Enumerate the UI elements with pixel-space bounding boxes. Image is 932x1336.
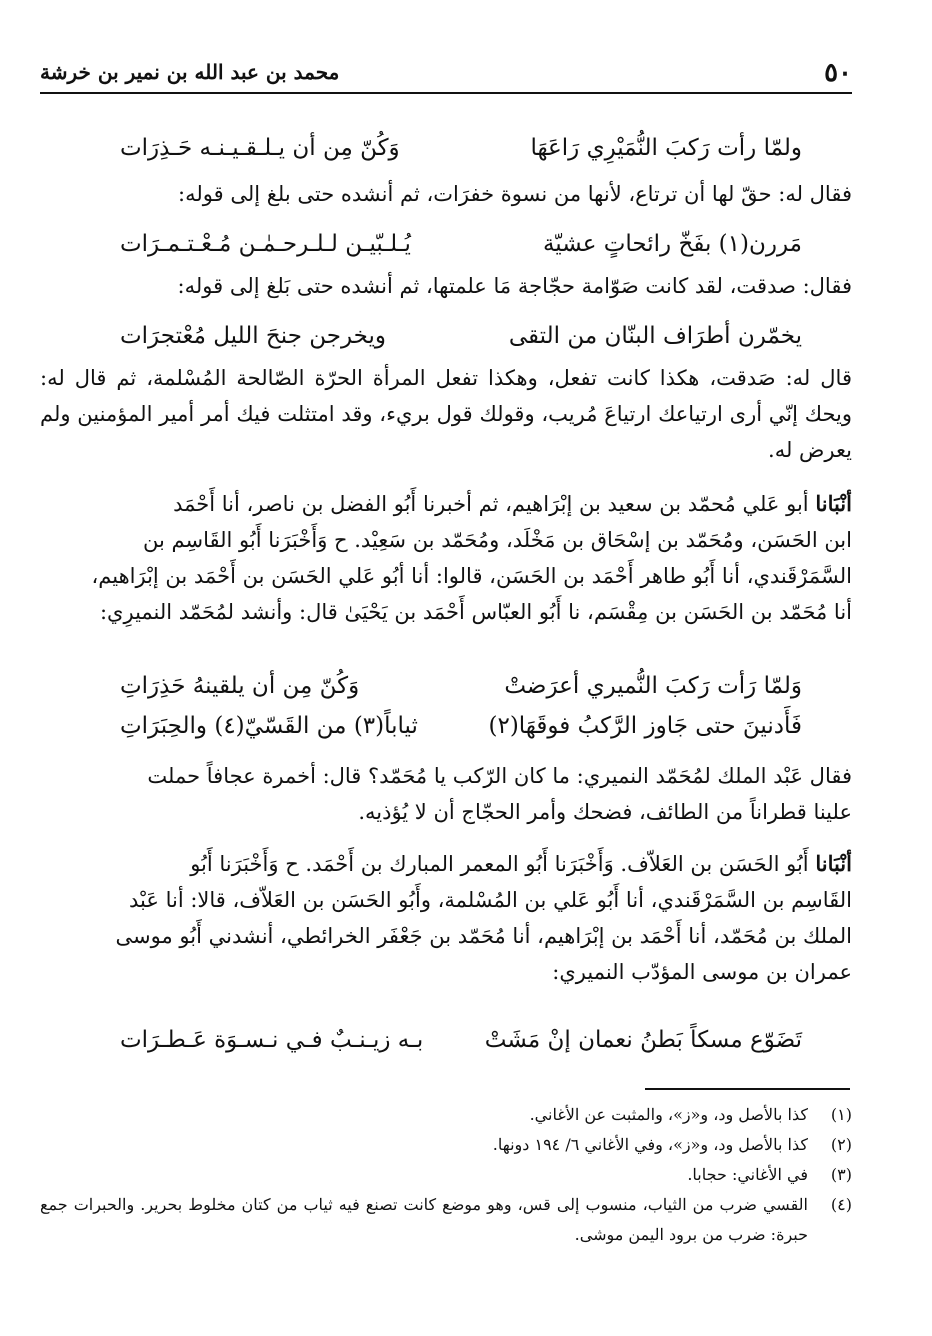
- prose-line: فقال: صدقت، لقد كانت صَوّامة حجّاجة مَا علمتها، ثم أنشده حتى بَلغ إلى قوله:: [177, 274, 852, 298]
- verse-second-hemistich: يُـلـبّيـن لـلـرحـمٰـن مُـعْـتـمـرَات: [120, 231, 411, 257]
- footnote-text: كذا بالأصل ود، و«ز»، والمثبت عن الأغاني.: [529, 1105, 808, 1124]
- prose-text: أبو عَلي مُحمّد بن سعيد بن إبْرَاهيم، ثم أخبرنا أَبُو الفضل بن ناصر، أنا أَحْمَد: [173, 492, 809, 516]
- footnote-separator: [645, 1088, 850, 1090]
- prose-line: القَاسِم بن السَّمَرْقَندي، أنا أَبُو عَلي بن المُسْلمة، وأَبُو الحَسَن بن العَلاّف، قالا: أنا عَبْد: [129, 888, 852, 912]
- prose-line: [40, 846, 852, 882]
- prose-line: فقال عَبْد الملك لمُحَمّد النميري: ما كان الرّكب يا مُحَمّد؟ قال: أخمرة عجافاً حملت: [147, 764, 852, 788]
- prose-line: أنا مُحَمّد بن الحَسَن بن مِقْسَم، نا أَبُو العبّاس أَحْمَد بن يَحْيَىٰ قال: وأنشد لمُحَمّد النميرِي:: [99, 600, 852, 624]
- footnote: [40, 1190, 852, 1250]
- footnote-text: القسي ضرب من الثياب، منسوب إلى قس، وهو موضع كانت تصنع فيه ثياب من كتان مخلوط بحرير. والحبرات جمع حبرة: ضرب من برود اليمن موشى.: [40, 1195, 808, 1244]
- verse-line: [120, 316, 802, 356]
- footnotes: [40, 1100, 852, 1250]
- verse-second-hemistich: ويخرجن جنحَ الليل مُعْتجرَات: [120, 323, 387, 349]
- verse-line: [120, 1020, 802, 1060]
- footnote: [40, 1160, 852, 1190]
- footnote-number: (٢): [830, 1135, 852, 1154]
- verse-first-hemistich: فَأَدنينَ حتى جَاوز الرَّكبُ فوقَهَا(٢): [488, 713, 802, 739]
- prose-line: عمران بن موسى المؤدّب النميري:: [552, 960, 852, 984]
- verse-second-hemistich: بـه زيـنـبٌ فـي نـسـوَة عَـطـرَات: [120, 1027, 424, 1053]
- running-title: محمد بن عبد الله بن نمير بن خرشة: [40, 60, 340, 84]
- verse-line: [120, 666, 802, 706]
- verse-second-hemistich: وَكُنّ مِن أن يلقينهُ حَذِرَاتِ: [120, 673, 360, 699]
- footnote-number: (٣): [830, 1165, 852, 1184]
- footnote-number: (١): [830, 1105, 852, 1124]
- verse-first-hemistich: مَررن(١) بفَخّ رائحاتٍ عشيّة: [542, 231, 802, 257]
- prose-line: فقال له: حقّ لها أن ترتاع، لأنها من نسوة خفرَات، ثم أنشده حتى بلغ إلى قوله:: [178, 182, 852, 206]
- prose-line: الملك بن مُحَمّد، أنا أَحْمَد بن إبْرَاهيم، أنا مُحَمّد بن جَعْفَر الخرائطي، أنشدني أَبُو موسى: [115, 924, 852, 948]
- footnote: [40, 1100, 852, 1130]
- prose-text: أَبُو الحَسَن بن العَلاّف. وَأَخْبَرَنا أَبُو المعمر المبارك بن أَحْمَد. ح وَأَخْبَرَنا أَبُو: [190, 852, 809, 876]
- page-number: ٥٠: [824, 58, 852, 88]
- prose-line: علينا قطراناً من الطائف، فضحك وأمر الحجّاج أن لا يُؤذيه.: [358, 800, 852, 824]
- footnote-text: كذا بالأصل ود، و«ز»، وفي الأغاني ٦/ ١٩٤ دونها.: [492, 1135, 808, 1154]
- verse-first-hemistich: وَلمّا رَأت رَكبَ النُّميري أعرَضتْ: [504, 673, 802, 699]
- verse-line: [120, 224, 802, 264]
- transmission-keyword: أنْبَانا: [815, 851, 852, 876]
- footnote-number: (٤): [830, 1195, 852, 1214]
- verse-second-hemistich: وَكُنّ مِن أن يـلـقـيـنـه حَـذِرَات: [120, 135, 400, 161]
- prose-paragraph: قال له: صَدقت، هكذا كانت تفعل، وهكذا تفعل المرأة الحرّة الصّالحة المُسْلمة، ثم قال له: ويحك إنّي أرى ارتياعك ارتياعَ مُريب، وقولك قول بريء، وقد امتثلت فيك أمر أمير المؤمنين ولم يعرض له.: [40, 366, 852, 462]
- verse-first-hemistich: يخمّرن أطرَاف البنّان من التقى: [508, 323, 802, 349]
- verse-line: [120, 706, 802, 746]
- footnote: [40, 1130, 852, 1160]
- prose-line: [40, 486, 852, 522]
- verse-first-hemistich: تَضَوّع مسكاً بَطنُ نعمان إنْ مَشَتْ: [484, 1027, 802, 1053]
- verse-line: [120, 128, 802, 168]
- prose-line: السَّمَرْقَندي، أنا أَبُو طاهر أَحْمَد بن الحَسَن، قالوا: أنا أبُو عَلي الحَسَن بن أَحْمَد بن إبْرَاهيم،: [91, 564, 852, 588]
- prose-line: ابن الحَسَن، ومُحَمّد بن إسْحَاق بن مَخْلَد، ومُحَمّد بن سَعِيْد. ح وَأَخْبَرَنا أَبُو القَاسِم بن: [143, 528, 852, 552]
- footnote-text: في الأغاني: حجابا.: [687, 1165, 808, 1184]
- transmission-keyword: أنْبَانا: [815, 491, 852, 516]
- page-header: [40, 58, 852, 94]
- verse-second-hemistich: ثياباً(٣) من القَسّيّ(٤) والحِبَرَاتِ: [120, 713, 418, 739]
- verse-first-hemistich: ولمّا رأت رَكبَ النُّمَيْرِي رَاعَهَا: [530, 135, 802, 161]
